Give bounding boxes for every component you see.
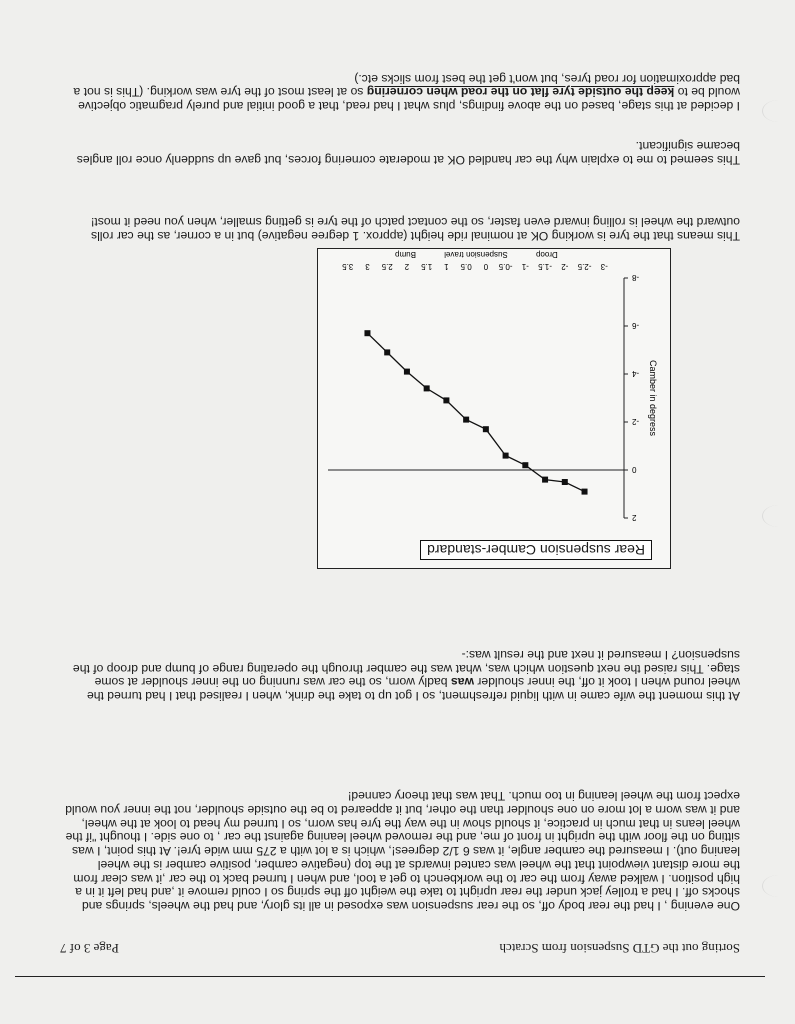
chart-plot bbox=[318, 249, 670, 568]
x-axis-label: Suspension travel bbox=[444, 250, 508, 259]
emphasis-was: was bbox=[450, 675, 474, 690]
data-point bbox=[384, 349, 390, 355]
punch-hole-shadow bbox=[762, 505, 795, 527]
data-point bbox=[582, 489, 588, 495]
x-tick-label: 2 bbox=[404, 262, 410, 271]
paragraph-text: I decided at this stage, based on the above findings, plus what I had read, that a good initial and purely pragmatic objective would be to bbox=[78, 85, 740, 113]
y-tick-label: -8 bbox=[632, 273, 640, 282]
x-tick-label: 0.5 bbox=[460, 262, 472, 271]
x-axis-label-bump: Bump bbox=[395, 250, 416, 259]
x-tick-label: -0.5 bbox=[498, 262, 513, 271]
x-tick-label: 0 bbox=[483, 262, 489, 271]
paragraph-text: At this moment the wife came in with liquid refreshment, so I got up to take the drink, when I realised that I had turned the wheel round when I took it off, the inner shoulder bbox=[86, 675, 740, 703]
x-tick-label: 3.5 bbox=[342, 262, 354, 271]
punch-hole-shadow bbox=[762, 100, 795, 122]
data-point bbox=[503, 453, 509, 459]
y-tick-label: 2 bbox=[632, 513, 637, 522]
page-number: Page 3 of 7 bbox=[60, 941, 119, 956]
x-tick-label: -2.5 bbox=[577, 262, 592, 271]
paragraph-3 bbox=[60, 215, 740, 242]
paragraph-1 bbox=[60, 789, 740, 912]
data-point bbox=[424, 385, 430, 391]
camber-line bbox=[367, 333, 584, 491]
paragraph-text: One evening , I had the rear body off, so the rear suspension was exposed in all its glory, and had the wheels, springs and shocks off. I had a trolley jack under the rear upright to take the weight off the spring so I could remove it ,and had left it in a high position. I walked away from the car to the workbench to get a tool, and when I turned back to the car ,it was clear from the more distant viewpoint that the wheel was canted inwards at the top (negative camber, positive camber is the wheel leaning out). I measured the camber angle, it was 6 1/2 degrees!, which is a lot with a 275 mm wide tyre!. At this point, I was sitting on the floor with the upright in front of me, and the removed wheel leaning against the car , to one side. I thought "if the wheel leans in that much in practice, it should show in the way the tyre has worn, so I turned my head to look at the wheel, and it was worn a lot more on one shoulder than the other, but it appeared to be the outside shoulder, not the inner you would expect from the wheel leaning in too much. That was that theory canned! bbox=[65, 789, 740, 913]
data-point bbox=[404, 369, 410, 375]
header-rule bbox=[15, 976, 765, 977]
paragraph-4 bbox=[60, 139, 740, 166]
data-point bbox=[542, 477, 548, 483]
paragraph-text: badly worn, so the car was running on the inner shoulder at some stage. This raised the next question which was, what was the camber through the operating range of bump and droop of the suspension? I measured it next and the result was:- bbox=[72, 647, 740, 690]
x-tick-label: 1 bbox=[444, 262, 449, 271]
paragraph-text: so at least most of the tyre was working. (This is not a bad approximation for road tyres, but won't get the best from slicks etc.) bbox=[73, 71, 740, 100]
y-tick-label: -2 bbox=[632, 417, 640, 426]
y-tick-label: 0 bbox=[632, 465, 637, 474]
emphasis-keep-outside-tyre-flat: keep the outside tyre flat on the road when cornering bbox=[366, 85, 675, 100]
x-tick-label: -1.5 bbox=[538, 262, 552, 271]
document-title: Sorting out the GTD Suspension from Scratch bbox=[499, 941, 740, 956]
x-tick-label: -2 bbox=[561, 262, 569, 271]
y-tick-label: -6 bbox=[632, 321, 640, 330]
data-point bbox=[562, 479, 568, 485]
paragraph-text: This seemed to me to explain why the car handled OK at moderate cornering forces, but gave up suddenly once roll angles became significant. bbox=[76, 139, 740, 167]
x-tick-label: -1 bbox=[521, 262, 529, 271]
y-tick-label: -4 bbox=[632, 369, 640, 378]
x-tick-label: 1.5 bbox=[421, 262, 433, 271]
paragraph-text: This means that the tyre is working OK at nominal ride height (approx. 1 degree negative) but in a corner, as the car rolls outward the wheel is rolling inward even faster, so the contact patch of the tyre is getting smaller, when you need it most! bbox=[91, 215, 740, 243]
paragraph-5 bbox=[60, 71, 740, 112]
x-axis-label-droop: Droop bbox=[536, 250, 558, 259]
x-tick-label: 3 bbox=[365, 262, 370, 271]
data-point bbox=[443, 397, 449, 403]
punch-hole-shadow bbox=[762, 875, 795, 897]
data-point bbox=[463, 417, 469, 423]
chart-title: Rear suspension Camber-standard bbox=[420, 540, 652, 560]
data-point bbox=[483, 426, 489, 432]
x-tick-label: 2.5 bbox=[381, 262, 393, 271]
y-axis-label: Camber in degress bbox=[648, 359, 658, 437]
x-tick-label: -3 bbox=[600, 262, 608, 271]
data-point bbox=[522, 462, 528, 468]
data-point bbox=[364, 330, 370, 336]
page-header bbox=[60, 936, 740, 956]
camber-chart bbox=[317, 248, 671, 569]
paragraph-2 bbox=[60, 647, 740, 702]
